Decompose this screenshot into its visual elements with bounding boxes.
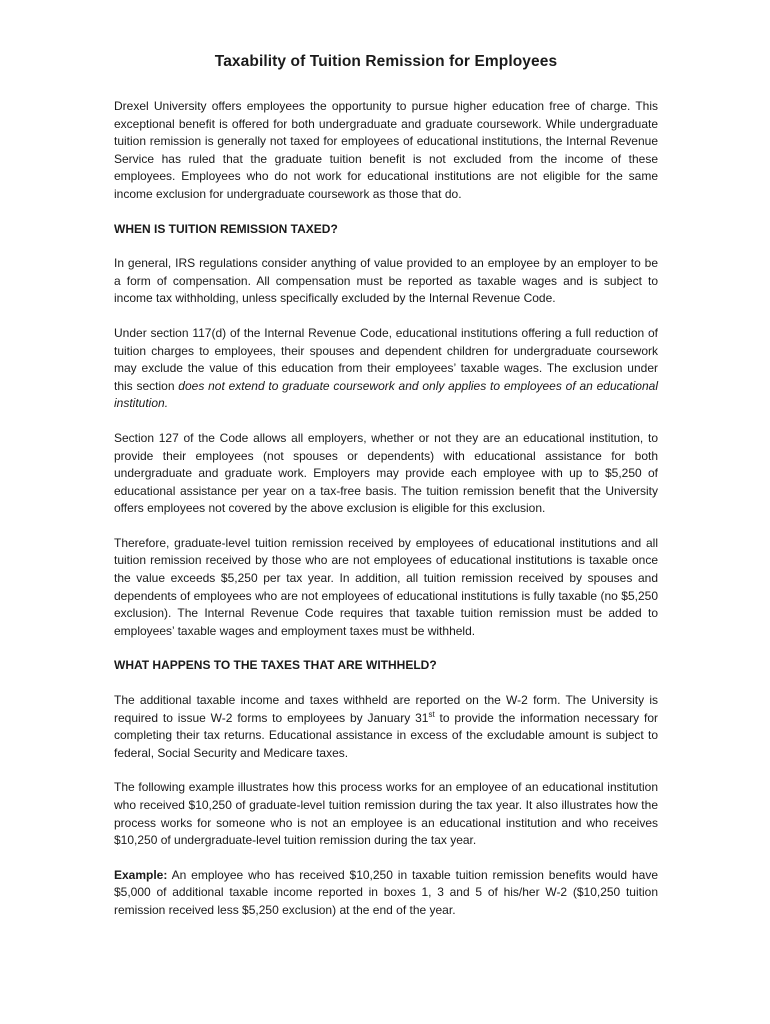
paragraph-following-example: The following example illustrates how this process works for an employee of an educational institution who received $10,250 of graduate-level tuition remission during the tax year. It also illustrates how the process works for someone who is not an employee is an educational institution and who receives $10,250 of undergraduate-level tuition remission during the tax year. xyxy=(114,780,658,848)
paragraph-section-117d xyxy=(114,325,658,413)
section-heading-when-taxed: WHEN IS TUITION REMISSION TAXED? xyxy=(114,221,338,236)
section-117d-emphasis: does not extend to graduate coursework and only applies to employees of an educational institution. xyxy=(114,378,658,411)
paragraph-therefore: Therefore, graduate-level tuition remission received by employees of educational institutions and all tuition remission received by those who are not employees of educational institutions is taxable once the value exceeds $5,250 per tax year. In addition, all tuition remission received by spouses and dependents of employees who are not employees of educational institutions is fully taxable (no $5,250 exclusion). The Internal Revenue Code requires that taxable tuition remission must be added to employees’ taxable wages and employment taxes must be withheld. xyxy=(114,535,658,638)
w2-text-b: to provide the information necessary for completing their tax returns. Educational assistance in excess of the excludable amount is subject to federal, Social Security and Medicare taxes. xyxy=(114,710,659,760)
example-text: An employee who has received $10,250 in taxable tuition remission benefits would have $5,000 of additional taxable income reported in boxes 1, 3 and 5 of his/her W-2 ($10,250 tuition remission received less $5,250 exclusion) at the end of the year. xyxy=(114,867,658,917)
section-117d-text: Under section 117(d) of the Internal Revenue Code, educational institutions offering a full reduction of tuition charges to employees, their spouses and dependent children for undergraduate coursework may exclude the value of this education from their employees’ taxable wages. The exclusion under this section xyxy=(114,325,658,393)
paragraph-section-127: Section 127 of the Code allows all employers, whether or not they are an educational institution, to provide their employees (not spouses or dependents) with educational assistance for both undergraduate and graduate work. Employers may provide each employee with up to $5,250 of educational assistance per year on a tax-free basis. The tuition remission benefit that the University offers employees not covered by the above exclusion is eligible for this exclusion. xyxy=(114,430,658,516)
paragraph-example xyxy=(114,867,658,920)
document-page xyxy=(114,52,658,937)
section-heading-taxes-withheld: WHAT HAPPENS TO THE TAXES THAT ARE WITHHELD? xyxy=(114,658,437,673)
intro-paragraph: Drexel University offers employees the opportunity to pursue higher education free of charge. This exceptional benefit is offered for both undergraduate and graduate coursework. While undergraduate tuition remission is generally not taxed for employees of educational institutions, the Internal Revenue Service has ruled that the graduate tuition benefit is not excluded from the income of these employees. Employees who do not work for educational institutions are not eligible for the same income exclusion for undergraduate coursework as those that do. xyxy=(114,99,658,201)
example-label: Example: xyxy=(114,867,168,882)
paragraph-w2-reporting xyxy=(114,692,658,762)
document-title: Taxability of Tuition Remission for Employees xyxy=(214,53,558,70)
w2-text-a: The additional taxable income and taxes withheld are reported on the W-2 form. The University is required to issue W-2 forms to employees by January 31 xyxy=(114,693,658,725)
paragraph-irs-regulations: In general, IRS regulations consider anything of value provided to an employee by an employer to be a form of compensation. All compensation must be reported as taxable wages and is subject to income tax withholding, unless specifically excluded by the Internal Revenue Code. xyxy=(114,256,658,306)
w2-superscript: st xyxy=(428,709,435,719)
